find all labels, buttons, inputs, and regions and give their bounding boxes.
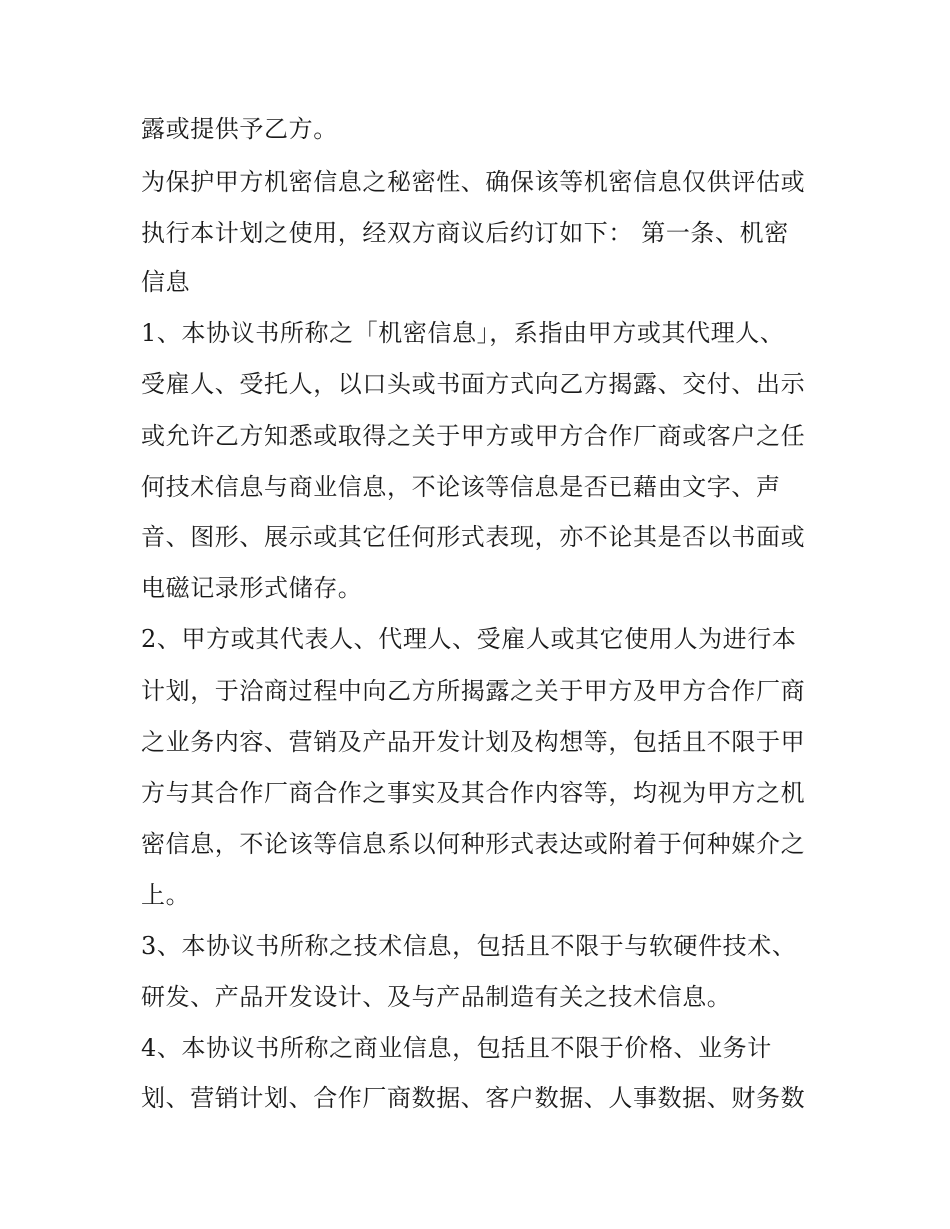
text-line: 电磁记录形式储存。 — [141, 574, 363, 602]
text-line: 3、本协议书所称之技术信息，包括且不限于与软硬件技术、 — [141, 932, 797, 960]
text-line: 为保护甲方机密信息之秘密性、确保该等机密信息仅供评估或 — [141, 168, 806, 196]
text-line: 露或提供予乙方。 — [141, 115, 338, 143]
text-line: 划、营销计划、合作厂商数据、客户数据、人事数据、财务数 — [141, 1084, 806, 1112]
text-line: 何技术信息与商业信息，不论该等信息是否已藉由文字、声 — [141, 473, 781, 501]
text-line: 1、本协议书所称之「机密信息」，系指由甲方或其代理人、 — [141, 319, 785, 347]
text-line: 信息 — [141, 268, 191, 296]
text-line: 或允许乙方知悉或取得之关于甲方或甲方合作厂商或客户之任 — [141, 422, 806, 450]
text-line: 2、甲方或其代表人、代理人、受雇人或其它使用人为进行本 — [141, 625, 797, 653]
text-line: 研发、产品开发设计、及与产品制造有关之技术信息。 — [141, 983, 732, 1011]
text-line: 计划，于洽商过程中向乙方所揭露之关于甲方及甲方合作厂商 — [141, 677, 806, 705]
text-line: 上。 — [141, 881, 191, 909]
text-line: 执行本计划之使用，经双方商议后约订如下： 第一条、机密 — [141, 219, 789, 247]
text-line: 受雇人、受托人，以口头或书面方式向乙方揭露、交付、出示 — [141, 370, 806, 398]
text-line: 密信息，不论该等信息系以何种形式表达或附着于何种媒介之 — [141, 830, 806, 858]
text-line: 方与其合作厂商合作之事实及其合作内容等，均视为甲方之机 — [141, 779, 806, 807]
text-line: 音、图形、展示或其它任何形式表现，亦不论其是否以书面或 — [141, 523, 806, 551]
text-line: 4、本协议书所称之商业信息，包括且不限于价格、业务计 — [141, 1034, 772, 1062]
text-line: 之业务内容、营销及产品开发计划及构想等，包括且不限于甲 — [141, 728, 806, 756]
